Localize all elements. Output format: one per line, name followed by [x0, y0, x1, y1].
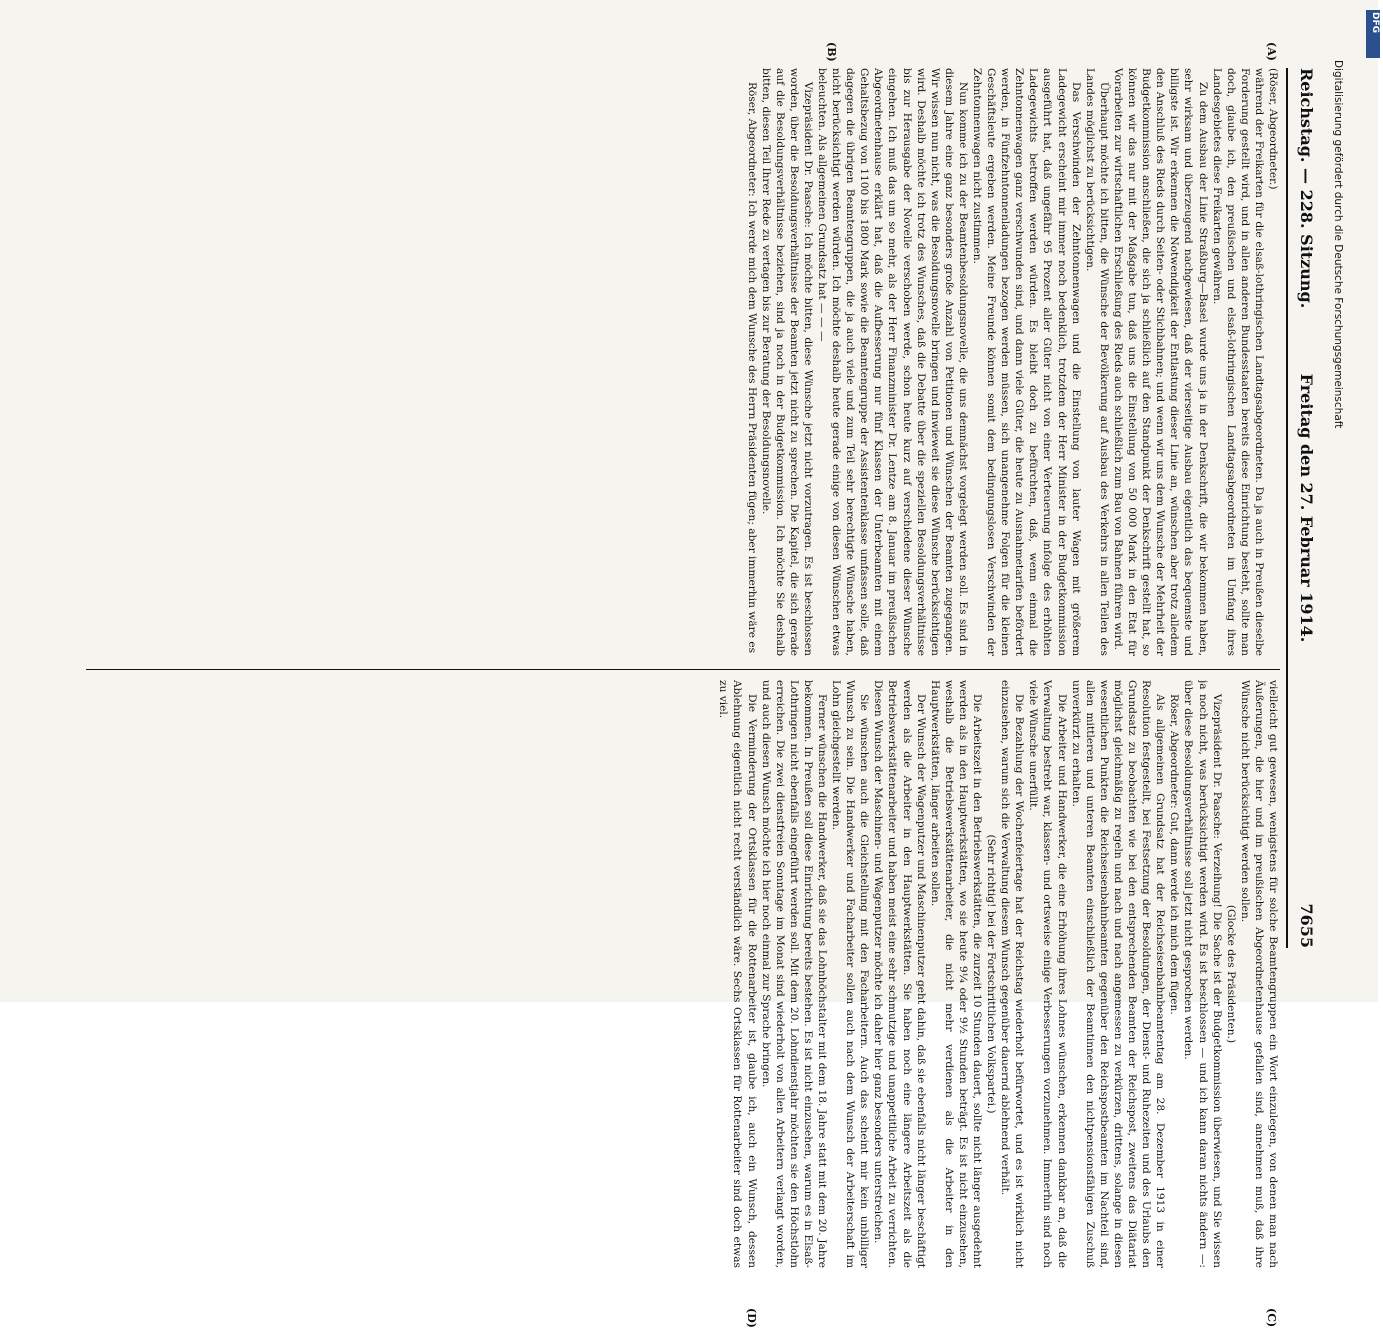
header-session: Reichstag. — 228. Sitzung. — [1297, 68, 1316, 309]
header-date: Freitag den 27. Februar 1914. — [1297, 373, 1316, 643]
dfg-logo — [1366, 10, 1380, 58]
stage-direction: (Sehr richtig! bei der Fortschrittlichen Volkspartei.) — [985, 834, 998, 1114]
paragraph: Die Arbeiter und Handwerker, die eine Erhöhung ihres Lohnes wünschen, erkennen dankbar an, daß die Verwaltung bestrebt war, klassen- und ortsweise einige Verbesserungen vorzunehmen. Immerhin sind noch viele Wünsche unerfüllt. — [1027, 680, 1068, 1268]
dfg-logo-text: DFG — [1370, 12, 1380, 34]
rotated-print-page — [86, 42, 1318, 1328]
paragraph: Überhaupt möchte ich bitten, die Wünsche der Bevölkerung auf Ausbau des Verkehrs in allen Teilen des Landes möglichst zu berücksichtigen. — [1083, 68, 1110, 656]
paragraph: Der Wunsch der Wagenputzer und Maschinenputzer geht dahin, daß sie ebenfalls nicht länger beschäftigt werden als die Arbeiter in den Hauptwerkstätten. Sie haben noch eine längere Arbeitszeit als die Betriebswerkstättenarbeiter und haben meist eine sehr schmutzige und unappetitliche Arbeit zu verrichten. Diesen Wunsch der Maschinen- und Wagenputzer möchte ich daher hier ganz besonders unterstreichen. — [872, 680, 927, 1268]
paragraph: Die Bezahlung der Wochenfeiertage hat der Reichstag wiederholt befürwortet, und es ist wirklich nicht einzusehen, warum sich die Verwaltung diesem Wunsch gegenüber dauernd ablehnend verhält. — [999, 680, 1026, 1268]
margin-marker-a: (A) — [1265, 42, 1278, 61]
margin-marker-b: (B) — [825, 42, 838, 62]
paragraph: Die Arbeitszeit in den Betriebswerkstätten, die zurzeit 10 Stunden dauert, sollte nicht länger ausgedehnt werden als in den Hauptwerkstätten, wo sie heute 9¼ oder 9½ Stunden beträgt. Es ist nicht einzusehen, weshalb die Betriebswerkstättenarbeiter, die nicht mehr verdienen als die Arbeiter in den Hauptwerkstätten, länger arbeiten sollen. — [928, 680, 984, 1268]
right-column — [86, 680, 1280, 1268]
stage-direction: (Glocke des Präsidenten.) — [1224, 904, 1237, 1044]
paragraph: Vizepräsident Dr. Paasche: Ich möchte bitten, diese Wünsche jetzt nicht vorzutragen. Es ist beschlossen worden, über die Besoldungsverhältnisse der Beamten jetzt nicht zu sprechen. Die Kapitel, die sich gerade auf die Besoldungsverhältnisse beziehen, sind ja noch in der Budgetkommission. Ich möchte Sie deshalb bitten, diesen Teil Ihrer Rede zu vertagen bis zur Beratung der Besoldungsnovelle. — [759, 68, 814, 656]
paragraph: Sie wünschen auch die Gleichstellung mit den Facharbeitern. Auch das scheint mir kein unbilliger Wunsch zu sein. Die Handwerker und Facharbeiter sollen auch nach dem Wunsch der Arbeiterschaft im Lohn gleichgestellt werden. — [830, 680, 871, 1268]
paragraph: während der Freikarten für die elsaß-lothringischen Landtagsabgeordneten. Da ja auch in Preußen dieselbe Forderung gestellt wird, und in allen anderen Bundesstaaten bereits diese Einrichtung besteht, sollte man doch, glaube ich, den preußischen und elsaß-lothringischen Landtagsabgeordneten im Umfang ihres Landesgebietes diese Freikarten gewähren. — [1210, 68, 1265, 656]
paragraph: Als allgemeinen Grundsatz hat der Reichseisenbahnbeamtentag am 28. Dezember 1913 in einer Resolution festgestellt, bei Festsetzung der Besoldungen, der Dienst- und Ruhezeiten und des Urlaubs den Grundsatz zu beobachten wie bei den entsprechenden Beamten der Reichspost, zweitens das Diätariat möglichst gleichmäßig zu regeln und nach und nach angemessen zu verkürzen, drittens, solange in diesen wesentlichen Punkten die Reichseisenbahnbeamten gegenüber den Reichspostbeamten im Nachteil sind, allen mittleren und unteren Beamten einschließlich der Beamtinnen den nichtpensionsfähigen Zuschuß unverkürzt zu erhalten. — [1069, 680, 1167, 1268]
paragraph: Vizepräsident Dr. Paasche: Verzeihung! Die Sache ist der Budgetkommission überwiesen, und Sie wissen ja noch nicht, was berücksichtigt werden wird. Es ist beschlossen — und ich kann daran nichts ändern —: über diese Besoldungsverhältnisse soll jetzt nicht gesprochen werden. — [1182, 680, 1223, 1268]
margin-marker-c: (C) — [1265, 1308, 1278, 1328]
paragraph: Zu dem Ausbau der Linie Straßburg—Basel wurde uns ja in der Denkschrift, die wir bekommen haben, sehr wirksam und überzeugend nachgewiesen, daß der vierseitige Ausbau eigentlich das bequemste und billigste ist. Wir erkennen die Notwendigkeit der Entlastung dieser Linie an, wünschen aber trotz alledem den Anschluß des Rieds durch Seiten- oder Stichbahnen; und wenn wir uns dem Wunsche der Mehrheit der Budgetkommission anschließen, die sich ja schließlich auf den Standpunkt der Denkschrift gestellt hat, so können wir das nur mit der Maßgabe tun, daß uns die Einstellung von 50 000 Mark in den Etat für Vorarbeiten zur wirtschaftlichen Erschließung des Rieds auch schließlich zum Bau von Bahnen führen wird. — [1111, 68, 1209, 656]
paragraph: vielleicht gut gewesen, wenigstens für solche Beamtengruppen ein Wort einzulegen, von denen man nach Äußerungen, die hier und im preußischen Abgeordnetenhause gefallen sind, annehmen muß, daß ihre Wünsche nicht berücksichtigt werden sollen. — [1238, 680, 1279, 1268]
speaker-note: (Röser, Abgeordneter.) — [1267, 68, 1279, 190]
paragraph: Ferner wünschen die Handwerker, daß sie das Lohnhöchstalter mit dem 18. Jahre statt mit dem 20. Jahre bekommen. In Preußen soll diese Einrichtung bereits bestehen. Es ist nicht einzusehen, warum es in Elsaß-Lothringen nicht ebenfalls eingeführt werden soll. Mit dem 20. Lohndienstjahr möchten sie den Höchstlohn erreichen. Die zwei dienstfreien Sonntage im Monat sind wiederholt von allen Arbeitern verlangt worden, und auch diesen Wunsch möchte ich hier noch einmal zur Sprache bringen. — [759, 680, 828, 1268]
page-number: 7655 — [1297, 903, 1316, 948]
column-divider — [86, 669, 1280, 670]
margin-marker-d: (D) — [745, 1308, 758, 1328]
left-column — [86, 68, 1280, 656]
digitization-credit: Digitalisierung gefördert durch die Deutsche Forschungsgemeinschaft — [1332, 60, 1344, 429]
paragraph: Röser, Abgeordneter: Gut, dann werde ich mich dem fügen. — [1168, 694, 1181, 1015]
header-rule — [1286, 68, 1288, 948]
paragraph: Nun komme ich zu der Beamtenbesoldungsnovelle, die uns demnächst vorgelegt werden soll. Es sind in diesem Jahre eine ganz besonders große Anzahl von Petitionen und Wünschen der Beamten zugegangen. Wir wissen nun nicht, was die Besoldungsnovelle bringen und inwieweit sie diese Wünsche berücksichtigen wird. Deshalb möchte ich trotz des Wunsches, daß die Debatte über die speziellen Besoldungsverhältnisse bis zur Herausgabe der Novelle verschoben werde, schon heute kurz auf verschiedene dieser Wünsche eingehen. Ich muß das um so mehr, als der Herr Finanzminister Dr. Lentze am 8. Januar im preußischen Abgeordnetenhause erklärt hat, daß die Aufbesserung nur fünf Klassen der Unterbeamten mit einem Gehaltsbezug von 1100 bis 1800 Mark sowie die Beamtengruppe der Assistentenklasse umfassen solle, daß dagegen die übrigen Beamtengruppen, die ja auch viele und zum Teil sehr berechtigte Wünsche haben, nicht berücksichtigt werden würden. Ich möchte deshalb heute gerade einige von diesen Wünschen etwas beleuchten. Als allgemeinen Grundsatz hat — — — — [816, 68, 969, 656]
paragraph: Die Verminderung der Ortsklassen für die Rottenarbeiter ist, glaube ich, auch ein Wunsch, dessen Ablehnung eigentlich nicht recht verständlich wäre. Sechs Ortsklassen für Rottenarbeiter sind doch etwas zu viel. — [717, 680, 758, 1268]
paragraph: Röser, Abgeordneter: Ich werde mich dem Wunsche des Herrn Präsidenten fügen; aber immerhin wäre es — [745, 82, 758, 654]
page-header — [1292, 68, 1318, 948]
paragraph: Das Verschwinden der Zehntonnenwagen und die Einstellung von lauter Wagen mit größerem Ladegewicht erscheint mir immer noch bedenklich, trotzdem der Herr Minister in der Budgetkommission ausgeführt hat, daß ungefähr 95 Prozent aller Güter nicht von einer Verteuerung infolge des erhöhten Ladegewichts betroffen werden würden. Es bleibt doch zu befürchten, daß, wenn einmal die Zehntonnenwagen ganz verschwunden sind, und dann viele Güter, die heute zu Ausnahmetarifen befördert werden, in Fünfzehntonnenladungen bezogen werden müssen, sich unangenehme Folgen für die kleinen Geschäftsleute ergeben werden. Meine Freunde können somit dem bedingungslosen Verschwinden der Zehntonnenwagen nicht zustimmen. — [971, 68, 1082, 656]
